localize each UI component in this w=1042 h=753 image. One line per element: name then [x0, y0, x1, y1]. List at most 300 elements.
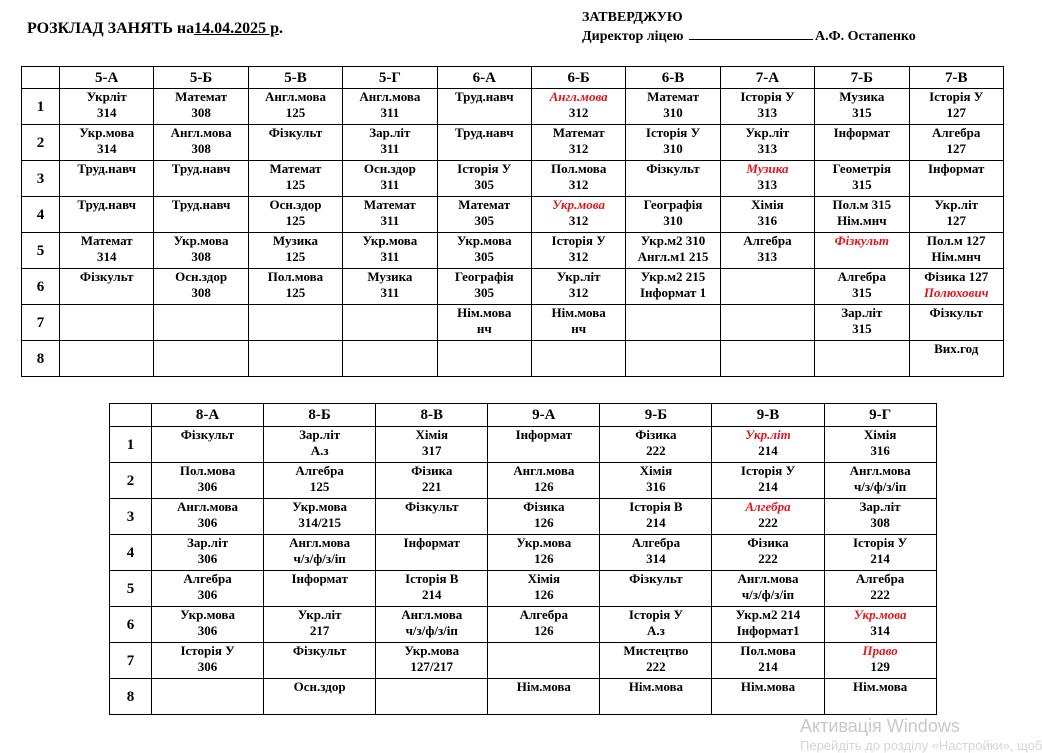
lesson-cell	[437, 269, 531, 305]
subject-text: Труд.навч	[77, 197, 136, 212]
subject-text: Укр.мова	[516, 535, 572, 550]
subject-text: Англ.мова	[170, 125, 232, 140]
room-text: 312	[568, 177, 589, 192]
subject-text: Нім.мова	[551, 305, 606, 320]
subject-text: Укр.мова	[79, 125, 135, 140]
subject-text: Інформат	[291, 571, 348, 586]
subject-text: Музика	[272, 233, 319, 248]
room-text: 311	[380, 249, 400, 264]
subject-text: Укр.м2 215	[640, 269, 706, 284]
lesson-cell	[626, 197, 720, 233]
subject-text: Мистецтво	[623, 643, 689, 658]
lesson-row	[110, 643, 937, 679]
lesson-cell	[626, 161, 720, 197]
subject-text: Укр.мова	[292, 499, 348, 514]
lesson-cell	[152, 535, 264, 571]
subject-text: Хімія	[527, 571, 561, 586]
lesson-cell	[815, 233, 909, 269]
lesson-cell	[600, 535, 712, 571]
room-text: 127	[946, 213, 966, 228]
room-text: 315	[852, 321, 872, 336]
subject-text: Інформат	[833, 125, 891, 140]
lesson-cell	[437, 161, 531, 197]
subject-text: Алгебра	[295, 463, 344, 478]
lesson-row	[22, 269, 1004, 305]
lesson-number: 3	[110, 499, 152, 535]
lesson-number: 4	[110, 535, 152, 571]
lesson-cell	[154, 197, 248, 233]
lesson-cell	[720, 197, 814, 233]
subject-text: Історія У	[457, 161, 512, 176]
lesson-cell	[60, 233, 154, 269]
subject-text: Історія У	[180, 643, 235, 658]
room-text: 308	[191, 249, 211, 264]
schedule-title	[27, 20, 283, 38]
subject-text: Фізкульт	[180, 427, 235, 442]
subject-text: Пол.м 315	[832, 197, 892, 212]
lesson-cell	[60, 89, 154, 125]
signature-line	[689, 27, 813, 40]
lesson-cell	[626, 125, 720, 161]
lesson-cell	[712, 679, 824, 715]
subject-text: Укр.мова	[456, 233, 512, 248]
lesson-cell	[712, 571, 824, 607]
lesson-cell	[437, 125, 531, 161]
lesson-row	[22, 89, 1004, 125]
room-text: Англ.м1 215	[637, 249, 709, 264]
lesson-cell	[720, 89, 814, 125]
room-text: Полюхович	[923, 285, 989, 300]
subject-text: Англ.мова	[737, 571, 799, 586]
class-header: 8-А	[152, 404, 264, 427]
subject-text: Укр.мова	[404, 643, 460, 658]
subject-text: Труд.навч	[454, 125, 514, 140]
lesson-row	[110, 427, 937, 463]
subject-text: Зар.літ	[186, 535, 229, 550]
room-text: 316	[757, 213, 778, 228]
approval-block	[582, 8, 916, 46]
room-text: 312	[568, 213, 589, 228]
subject-text: Укрліт	[86, 89, 127, 104]
room-text: ч/з/ф/з/іп	[405, 623, 458, 638]
subject-text: Математ	[363, 197, 416, 212]
lesson-cell	[248, 197, 342, 233]
subject-text: Історія У	[551, 233, 606, 248]
subject-text: Фізкульт	[646, 161, 700, 176]
lesson-cell	[154, 341, 248, 377]
room-text: 126	[534, 515, 554, 530]
lesson-cell	[376, 535, 488, 571]
room-text: 126	[534, 551, 554, 566]
subject-text: Труд.навч	[171, 161, 231, 176]
room-text: 305	[474, 177, 494, 192]
room-text: 127	[946, 105, 966, 120]
subject-text: Укр.літ	[745, 125, 790, 140]
lesson-cell	[720, 233, 814, 269]
room-text: 313	[757, 249, 778, 264]
subject-text: Математ	[458, 197, 511, 212]
subject-text: Нім.мова	[516, 679, 571, 694]
lesson-cell	[488, 679, 600, 715]
lesson-cell	[60, 197, 154, 233]
subject-text: Музика	[746, 161, 789, 176]
lesson-cell	[824, 463, 936, 499]
lesson-cell	[264, 499, 376, 535]
room-text: 127	[946, 141, 966, 156]
lesson-cell	[437, 89, 531, 125]
subject-text: Алгебра	[743, 233, 792, 248]
subject-text: Інформат	[928, 161, 985, 176]
room-text: 311	[380, 177, 400, 192]
class-header: 8-Б	[264, 404, 376, 427]
subject-text: Фізика 127	[924, 269, 989, 284]
room-text: Нім.мнч	[931, 249, 981, 264]
lesson-cell	[248, 89, 342, 125]
room-text: 214	[870, 551, 890, 566]
lesson-cell	[60, 125, 154, 161]
lesson-cell	[154, 161, 248, 197]
subject-text: Нім.мова	[853, 679, 908, 694]
class-header: 6-А	[437, 67, 531, 89]
lesson-cell	[712, 535, 824, 571]
subject-text: Хімія	[639, 463, 673, 478]
lesson-cell	[152, 607, 264, 643]
subject-text: Фізкульт	[629, 571, 683, 586]
lesson-number: 7	[22, 305, 60, 341]
lesson-cell	[909, 197, 1003, 233]
room-text: 125	[285, 105, 306, 120]
room-text: 306	[197, 515, 218, 530]
subject-text: Фізика	[523, 499, 565, 514]
lesson-cell	[815, 341, 909, 377]
date-suffix: .	[279, 20, 284, 37]
subject-text: Труд.навч	[171, 197, 231, 212]
subject-text: Зар.літ	[299, 427, 341, 442]
lesson-cell	[815, 305, 909, 341]
lesson-row	[22, 305, 1004, 341]
room-text: 125	[285, 249, 306, 264]
room-text: 306	[197, 623, 218, 638]
lesson-cell	[488, 571, 600, 607]
lesson-cell	[488, 427, 600, 463]
lesson-cell	[248, 341, 342, 377]
subject-text: Нім.мова	[628, 679, 684, 694]
lesson-cell	[437, 197, 531, 233]
approval-signature-row	[582, 27, 916, 46]
lesson-cell	[531, 341, 625, 377]
windows-activation-watermark: Активація Windows	[800, 716, 960, 736]
class-header: 5-В	[248, 67, 342, 89]
room-text: 315	[852, 105, 872, 120]
room-text: 306	[197, 659, 218, 674]
subject-text: Англ.мова	[289, 535, 351, 550]
subject-text: Алгебра	[932, 125, 981, 140]
subject-text: Англ.мова	[264, 89, 326, 104]
room-text: 313	[757, 105, 778, 120]
room-text: 222	[758, 515, 778, 530]
subject-text: Фізкульт	[929, 305, 983, 320]
lesson-cell	[264, 427, 376, 463]
room-text: 316	[646, 479, 666, 494]
class-header: 9-Б	[600, 404, 712, 427]
subject-text: Труд.навч	[454, 89, 514, 104]
room-text: 315	[852, 177, 872, 192]
lesson-cell	[712, 499, 824, 535]
subject-text: Осн.здор	[293, 679, 346, 694]
lesson-cell	[712, 463, 824, 499]
schedule-date: 14.04.2025 р	[194, 20, 280, 37]
room-text: 125	[285, 213, 306, 228]
lesson-cell	[824, 499, 936, 535]
lesson-cell	[152, 679, 264, 715]
lesson-cell	[343, 269, 437, 305]
subject-text: Алгебра	[631, 535, 681, 550]
subject-text: Історія У	[645, 125, 701, 140]
room-text: ч/з/ф/з/іп	[853, 479, 907, 494]
lesson-cell	[376, 427, 488, 463]
lesson-cell	[909, 233, 1003, 269]
room-text: ч/з/ф/з/іп	[741, 587, 795, 602]
subject-text: Зар.літ	[841, 305, 883, 320]
room-text: ч/з/ф/з/іп	[293, 551, 346, 566]
lesson-cell	[376, 643, 488, 679]
room-text: 311	[380, 285, 400, 300]
subject-text: Алгебра	[183, 571, 232, 586]
room-text: 313	[757, 177, 778, 192]
lesson-cell	[152, 499, 264, 535]
class-header: 9-Г	[824, 404, 936, 427]
lesson-cell	[626, 341, 720, 377]
room-text: А.з	[646, 623, 665, 638]
room-text: 312	[568, 105, 589, 120]
subject-text: Вих.год	[934, 341, 979, 356]
subject-text: Хімія	[751, 197, 784, 212]
subject-text: Англ.мова	[401, 607, 463, 622]
room-text: Нім.мнч	[837, 213, 887, 228]
corner-cell	[110, 404, 152, 427]
room-text: 314	[870, 623, 890, 638]
class-header: 9-В	[712, 404, 824, 427]
lesson-row	[22, 125, 1004, 161]
room-text: 312	[568, 249, 589, 264]
schedule-table-grades-5-7	[21, 66, 1004, 377]
subject-text: Англ.мова	[549, 89, 608, 104]
subject-text: Музика	[839, 89, 885, 104]
lesson-cell	[815, 269, 909, 305]
room-text: 125	[285, 285, 306, 300]
lesson-cell	[248, 269, 342, 305]
lesson-number: 7	[110, 643, 152, 679]
room-text: 311	[380, 141, 400, 156]
subject-text: Історія В	[629, 499, 683, 514]
room-text: 317	[421, 443, 442, 458]
subject-text: Осн.здор	[269, 197, 322, 212]
lesson-cell	[60, 305, 154, 341]
lesson-cell	[152, 427, 264, 463]
lesson-cell	[154, 305, 248, 341]
room-text: 308	[870, 515, 890, 530]
lesson-cell	[264, 643, 376, 679]
subject-text: Математ	[647, 89, 699, 104]
room-text: 214	[758, 443, 778, 458]
subject-text: Фізика	[747, 535, 789, 550]
subject-text: Алгебра	[519, 607, 569, 622]
lesson-cell	[488, 463, 600, 499]
subject-text: Музика	[367, 269, 413, 284]
lesson-cell	[600, 607, 712, 643]
room-text: 310	[663, 105, 683, 120]
lesson-cell	[152, 571, 264, 607]
lesson-cell	[248, 233, 342, 269]
subject-text: Укр.мова	[180, 607, 235, 622]
room-text: 316	[870, 443, 890, 458]
room-text: 127/217	[410, 659, 454, 674]
lesson-row	[110, 607, 937, 643]
subject-text: Математ	[175, 89, 228, 104]
room-text: 314	[96, 141, 117, 156]
lesson-cell	[60, 341, 154, 377]
room-text: 214	[758, 659, 778, 674]
subject-text: Укр.мова	[173, 233, 229, 248]
lesson-cell	[531, 305, 625, 341]
room-text: 314	[96, 249, 117, 264]
room-text: 308	[191, 105, 211, 120]
room-text: 314/215	[298, 515, 341, 530]
lesson-cell	[437, 233, 531, 269]
room-text: 311	[380, 105, 400, 120]
room-text: 306	[197, 587, 218, 602]
lesson-cell	[720, 341, 814, 377]
lesson-cell	[264, 571, 376, 607]
lesson-cell	[531, 125, 625, 161]
lesson-cell	[531, 89, 625, 125]
lesson-number: 3	[22, 161, 60, 197]
subject-text: Нім.мова	[740, 679, 796, 694]
lesson-number: 5	[22, 233, 60, 269]
lesson-cell	[264, 607, 376, 643]
lesson-cell	[248, 125, 342, 161]
subject-text: Математ	[269, 161, 322, 176]
lesson-cell	[600, 427, 712, 463]
class-header: 9-А	[488, 404, 600, 427]
room-text: 310	[663, 213, 683, 228]
subject-text: Укр.літ	[556, 269, 601, 284]
lesson-cell	[824, 607, 936, 643]
class-header: 5-Г	[343, 67, 437, 89]
lesson-cell	[376, 607, 488, 643]
lesson-cell	[531, 161, 625, 197]
room-text: 312	[568, 285, 589, 300]
subject-text: Пол.мова	[179, 463, 236, 478]
subject-text: Фізика	[635, 427, 677, 442]
lesson-cell	[600, 643, 712, 679]
subject-text: Фізкульт	[268, 125, 323, 140]
lesson-cell	[720, 125, 814, 161]
room-text: 214	[758, 479, 778, 494]
lesson-cell	[720, 269, 814, 305]
subject-text: Географія	[454, 269, 514, 284]
lesson-cell	[488, 643, 600, 679]
room-text: 214	[646, 515, 666, 530]
subject-text: Нім.мова	[457, 305, 512, 320]
lesson-number: 2	[110, 463, 152, 499]
subject-text: Англ.мова	[177, 499, 239, 514]
room-text: 306	[197, 551, 218, 566]
lesson-cell	[376, 499, 488, 535]
room-text: Інформат1	[736, 623, 800, 638]
subject-text: Фізкульт	[404, 499, 459, 514]
lesson-cell	[376, 679, 488, 715]
room-text: 125	[309, 479, 330, 494]
lesson-cell	[626, 269, 720, 305]
subject-text: Алгебра	[837, 269, 887, 284]
room-text: 214	[421, 587, 442, 602]
lesson-cell	[343, 305, 437, 341]
room-text: 126	[534, 587, 554, 602]
lesson-number: 8	[22, 341, 60, 377]
room-text: 222	[646, 443, 666, 458]
lesson-number: 6	[22, 269, 60, 305]
lesson-cell	[264, 463, 376, 499]
lesson-cell	[720, 161, 814, 197]
schedule-table-grades-8-9	[109, 403, 937, 715]
subject-text: Укр.літ	[297, 607, 342, 622]
subject-text: Хімія	[863, 427, 897, 442]
lesson-cell	[343, 197, 437, 233]
class-header: 6-В	[626, 67, 720, 89]
subject-text: Історія В	[405, 571, 459, 586]
subject-text: Осн.здор	[175, 269, 228, 284]
room-text: нч	[571, 321, 587, 336]
lesson-cell	[815, 197, 909, 233]
room-text: 315	[852, 285, 872, 300]
lesson-cell	[824, 643, 936, 679]
room-text: нч	[476, 321, 492, 336]
lesson-cell	[600, 463, 712, 499]
lesson-cell	[248, 305, 342, 341]
subject-text: Англ.мова	[359, 89, 421, 104]
room-text: 313	[757, 141, 778, 156]
subject-text: Алгебра	[745, 499, 791, 514]
lesson-cell	[815, 125, 909, 161]
subject-text: Осн.здор	[363, 161, 416, 176]
lesson-cell	[531, 269, 625, 305]
subject-text: Історія У	[929, 89, 984, 104]
lesson-row	[110, 571, 937, 607]
subject-text: Пол.мова	[267, 269, 324, 284]
subject-text: Укр.мова	[853, 607, 907, 622]
lesson-cell	[152, 463, 264, 499]
subject-text: Англ.мова	[849, 463, 911, 478]
lesson-cell	[824, 535, 936, 571]
lesson-cell	[909, 305, 1003, 341]
room-text: 306	[197, 479, 218, 494]
lesson-cell	[909, 161, 1003, 197]
subject-text: Англ.мова	[513, 463, 575, 478]
lesson-row	[22, 233, 1004, 269]
class-header: 7-В	[909, 67, 1003, 89]
lesson-cell	[264, 679, 376, 715]
lesson-cell	[437, 341, 531, 377]
lesson-number: 6	[110, 607, 152, 643]
subject-text: Історія У	[853, 535, 908, 550]
lesson-cell	[600, 679, 712, 715]
room-text: 222	[870, 587, 890, 602]
subject-text: Право	[862, 643, 898, 658]
subject-text: Математ	[552, 125, 605, 140]
lesson-row	[110, 535, 937, 571]
subject-text: Фізкульт	[292, 643, 347, 658]
